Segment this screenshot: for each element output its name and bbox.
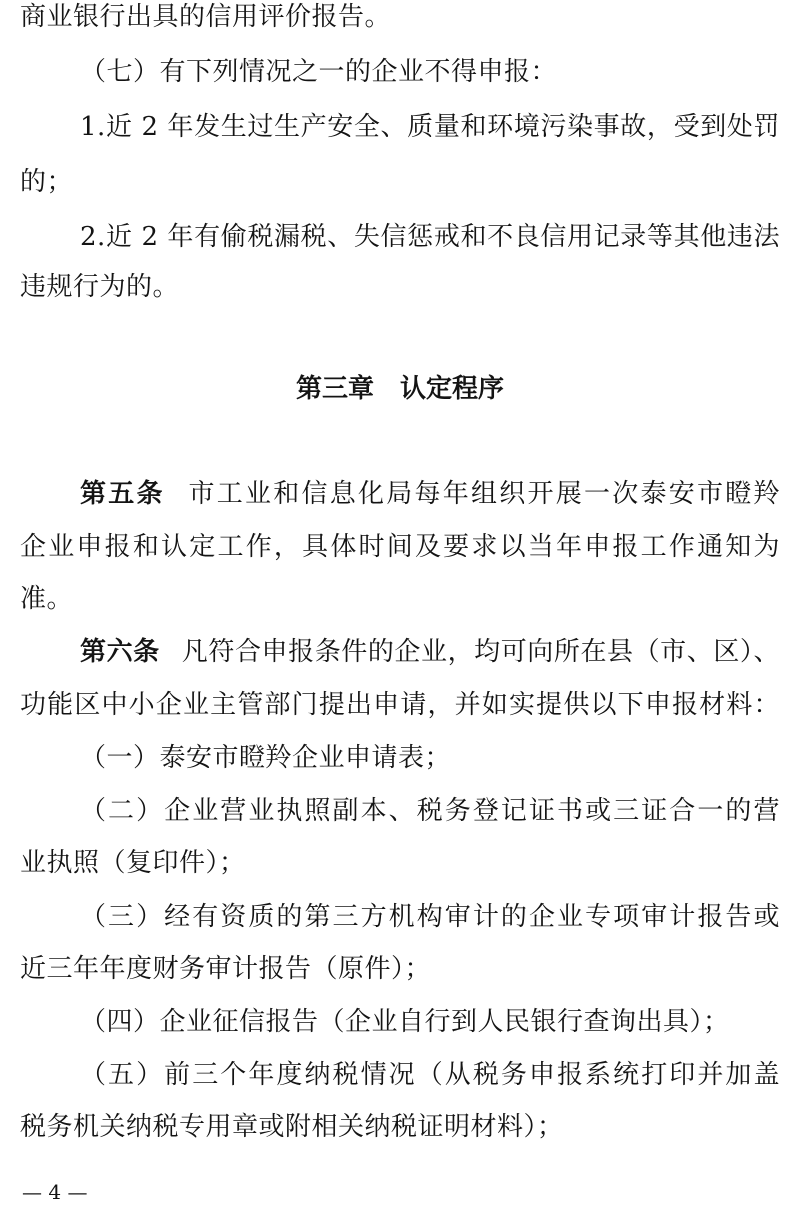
article6-text: 凡符合申报条件的企业，均可向所在县（市、区）、 — [181, 637, 780, 667]
list-item: 税务机关纳税专用章或附相关纳税证明材料）； — [20, 1112, 564, 1142]
article5-line2: 企业申报和认定工作，具体时间及要求以当年申报工作通知为 — [20, 532, 780, 562]
text-line: 1.近 2 年发生过生产安全、质量和环境污染事故，受到处罚 — [80, 112, 780, 142]
list-item: （二）企业营业执照副本、税务登记证书或三证合一的营 — [80, 796, 780, 826]
article5-line3: 准。 — [20, 584, 74, 614]
text-line: 2.近 2 年有偷税漏税、失信惩戒和不良信用记录等其他违法 — [80, 222, 780, 252]
article6-line2: 功能区中小企业主管部门提出申请，并如实提供以下申报材料： — [20, 690, 780, 720]
article5-line1 — [80, 477, 780, 511]
text-line: 的； — [20, 167, 74, 197]
list-item: （四）企业征信报告（企业自行到人民银行查询出具）； — [80, 1007, 730, 1037]
text-line: 商业银行出具的信用评价报告。 — [20, 2, 392, 32]
list-item: （一）泰安市瞪羚企业申请表； — [80, 743, 452, 773]
list-item: （五）前三个年度纳税情况（从税务申报系统打印并加盖 — [80, 1060, 780, 1090]
text-line: （七）有下列情况之一的企业不得申报： — [80, 57, 558, 87]
list-item: （三）经有资质的第三方机构审计的企业专项审计报告或 — [80, 902, 780, 932]
article6-label: 第六条 — [80, 637, 160, 667]
article6-line1 — [80, 635, 780, 669]
article5-label: 第五条 — [80, 479, 165, 509]
article5-text: 市工业和信息化局每年组织开展一次泰安市瞪羚 — [186, 479, 780, 509]
page-number: — 4 — — [22, 1180, 88, 1204]
chapter-heading: 第三章 认定程序 — [295, 374, 504, 404]
text-line: 违规行为的。 — [20, 272, 180, 302]
list-item: 业执照（复印件）； — [20, 848, 246, 878]
list-item: 近三年年度财务审计报告（原件）； — [20, 954, 432, 984]
